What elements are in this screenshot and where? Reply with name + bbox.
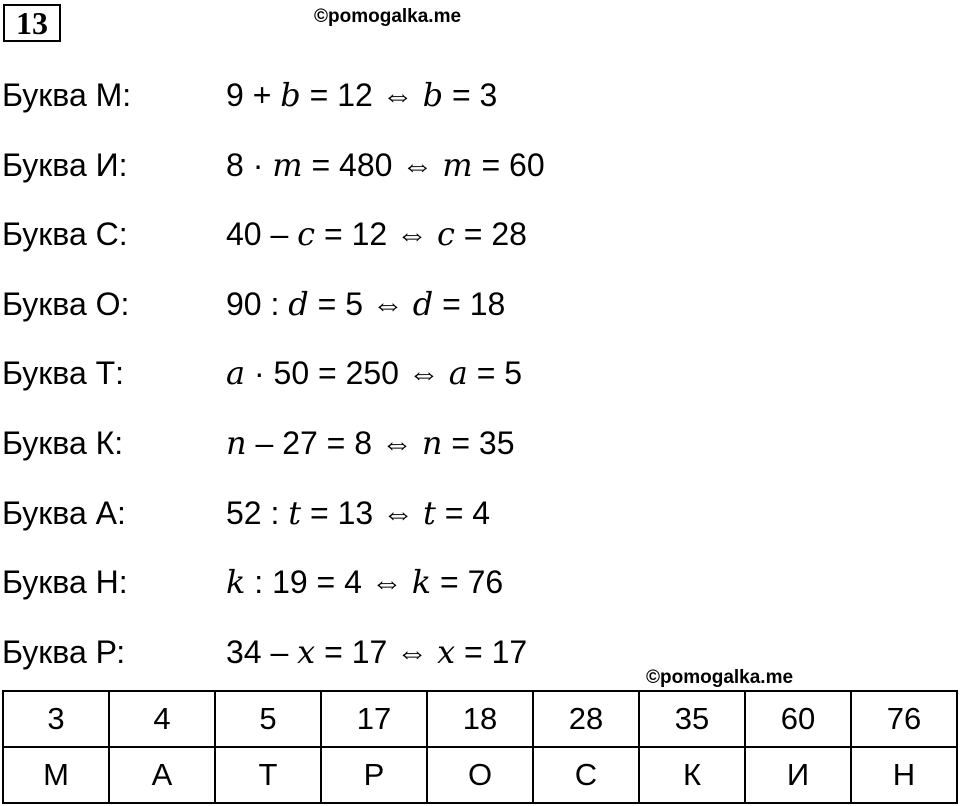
- letter-cell: И: [745, 747, 851, 803]
- eq-part: = 5 ⇔: [308, 285, 413, 322]
- row-label: Буква Н:: [2, 564, 128, 601]
- row-label: Буква Р:: [2, 633, 126, 670]
- eq-variable: k: [411, 563, 432, 602]
- equation-row: [0, 352, 960, 422]
- watermark-top: ©pomogalka.me: [314, 6, 462, 27]
- eq-part: = 3: [443, 77, 498, 113]
- equation-row: [0, 561, 960, 631]
- equation: [226, 144, 545, 186]
- eq-variable: n: [421, 423, 443, 462]
- eq-variable: k: [226, 563, 246, 602]
- equation: [226, 561, 503, 603]
- eq-part: = 60: [472, 146, 545, 183]
- eq-part: = 17 ⇔: [315, 633, 438, 670]
- eq-part: 90 :: [226, 285, 289, 322]
- eq-variable: x: [297, 632, 316, 671]
- row-label: Буква К:: [2, 424, 124, 461]
- letter-cell: С: [533, 747, 639, 803]
- row-label: Буква Т:: [2, 355, 125, 392]
- eq-part: = 480 ⇔: [302, 146, 443, 183]
- letter-cell: Т: [215, 747, 321, 803]
- letter-cell: К: [639, 747, 745, 803]
- task-number-box: 13: [3, 4, 61, 42]
- eq-part: · 50 = 250 ⇔: [245, 355, 449, 392]
- equation: [226, 492, 490, 534]
- row-label: Буква А:: [2, 494, 126, 531]
- eq-variable: x: [437, 632, 456, 671]
- row-label: Буква О:: [2, 285, 130, 322]
- number-cell: 60: [745, 691, 851, 747]
- eq-part: = 17: [455, 633, 528, 670]
- letter-cell: О: [427, 747, 533, 803]
- eq-part: = 35: [442, 424, 515, 461]
- equation-row: [0, 283, 960, 353]
- equation-row: [0, 144, 960, 214]
- letter-cell: М: [3, 747, 109, 803]
- equation: [226, 283, 505, 325]
- eq-part: 40 –: [226, 216, 298, 253]
- eq-variable: d: [288, 284, 309, 323]
- letters-row: [3, 747, 957, 803]
- equation: [226, 631, 527, 673]
- eq-part: 34 –: [226, 633, 298, 670]
- eq-variable: b: [422, 76, 444, 114]
- equation-row: [0, 422, 960, 492]
- eq-part: = 76: [431, 564, 504, 601]
- eq-variable: c: [297, 215, 316, 254]
- numbers-row: [3, 691, 957, 747]
- letter-cell: Р: [321, 747, 427, 803]
- eq-part: = 13 ⇔: [301, 494, 423, 531]
- eq-variable: a: [226, 354, 246, 393]
- equation: [226, 213, 527, 255]
- number-cell: 4: [109, 691, 215, 747]
- eq-part: = 18: [433, 285, 506, 322]
- eq-variable: m: [272, 145, 303, 184]
- number-cell: 35: [639, 691, 745, 747]
- eq-part: = 12 ⇔: [315, 216, 437, 253]
- eq-part: 9 +: [226, 77, 281, 113]
- equation: [226, 352, 522, 394]
- eq-variable: m: [442, 145, 473, 184]
- eq-part: : 19 = 4 ⇔: [245, 564, 412, 601]
- number-cell: 3: [3, 691, 109, 747]
- eq-variable: c: [436, 215, 455, 254]
- eq-variable: t: [422, 493, 436, 532]
- row-label: Буква М:: [2, 77, 132, 113]
- eq-part: 8 ·: [226, 146, 273, 183]
- equation-row: [0, 492, 960, 562]
- eq-variable: t: [288, 493, 302, 532]
- eq-variable: a: [448, 354, 468, 393]
- eq-part: = 4: [435, 494, 491, 531]
- equation: [226, 422, 515, 464]
- equation-row: [0, 213, 960, 283]
- row-label: Буква С:: [2, 216, 128, 253]
- watermark-bottom: ©pomogalka.me: [646, 667, 794, 688]
- number-cell: 5: [215, 691, 321, 747]
- eq-variable: n: [226, 423, 247, 462]
- letter-cell: Н: [851, 747, 957, 803]
- eq-part: – 27 = 8 ⇔: [246, 424, 422, 461]
- number-cell: 17: [321, 691, 427, 747]
- number-cell: 28: [533, 691, 639, 747]
- eq-variable: d: [412, 284, 434, 323]
- eq-part: = 5: [467, 355, 523, 392]
- equation-row: [0, 74, 960, 144]
- number-cell: 18: [427, 691, 533, 747]
- eq-variable: b: [280, 76, 301, 114]
- eq-part: = 12 ⇔: [300, 77, 423, 113]
- answer-table: [2, 690, 958, 804]
- equation: [226, 74, 497, 116]
- eq-part: = 28: [454, 216, 527, 253]
- eq-part: 52 :: [226, 494, 289, 531]
- equation-list: [0, 74, 960, 700]
- letter-cell: А: [109, 747, 215, 803]
- number-cell: 76: [851, 691, 957, 747]
- row-label: Буква И:: [2, 146, 128, 183]
